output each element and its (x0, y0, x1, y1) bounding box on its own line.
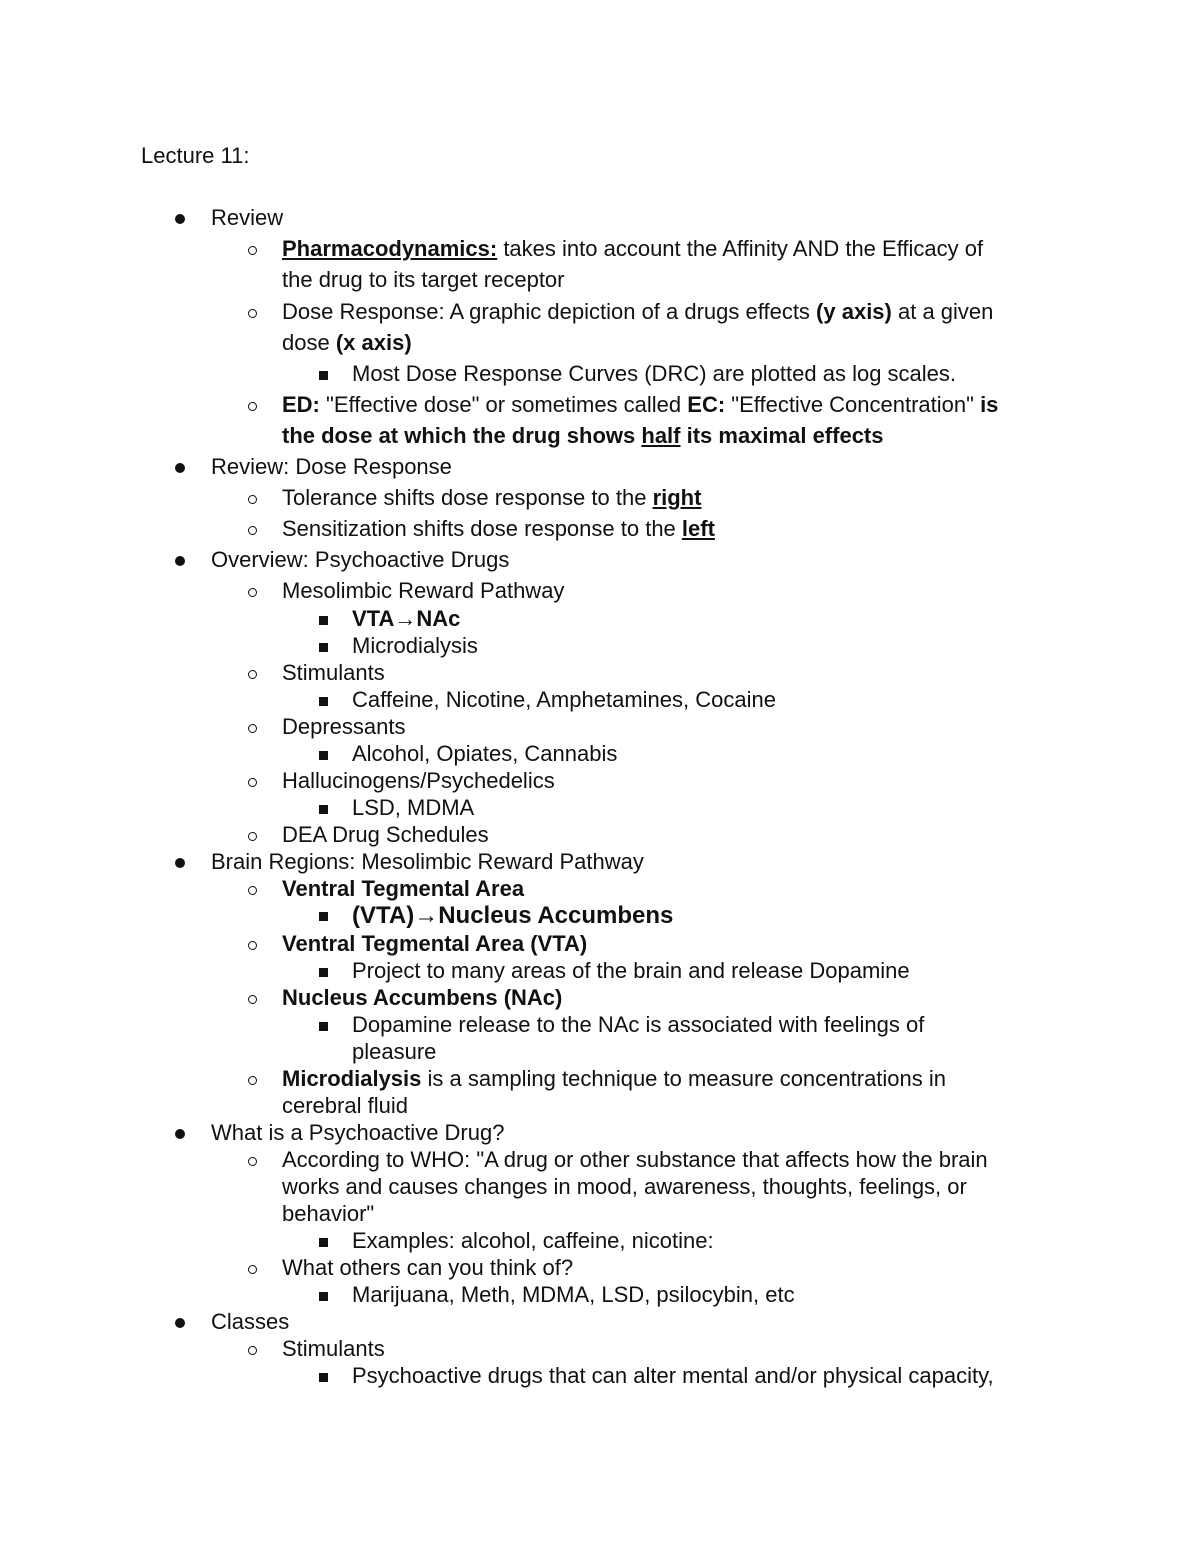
list-item-text: "Effective dose" or sometimes called (319, 392, 688, 417)
list-item-continuation: cerebral fluid (282, 1093, 408, 1118)
list-item-text: Examples: alcohol, caffeine, nicotine: (352, 1228, 714, 1253)
list-item-text: Nucleus Accumbens (NAc) (282, 985, 563, 1010)
bullet-square-icon (317, 794, 329, 821)
bullet-ring-icon (246, 659, 258, 686)
bullet-ring-icon (246, 298, 258, 325)
bullet-square-icon (317, 1011, 329, 1038)
bullet-dot-icon (174, 848, 186, 875)
bullet-square-icon (317, 1227, 329, 1254)
list-item (282, 713, 406, 740)
list-item (282, 875, 524, 902)
list-item-text: Marijuana, Meth, MDMA, LSD, psilocybin, etc (352, 1282, 795, 1307)
list-item (352, 632, 478, 659)
list-item (282, 235, 983, 262)
list-item-continuation: behavior" (282, 1201, 375, 1226)
bullet-ring-icon (246, 484, 258, 511)
list-item (352, 1362, 994, 1389)
bullet-square-icon (317, 605, 329, 632)
list-item-text: dose (282, 330, 336, 355)
list-item-text: Classes (211, 1309, 290, 1334)
bullet-ring-icon (246, 875, 258, 902)
list-item (211, 204, 283, 231)
list-item-text: Brain Regions: Mesolimbic Reward Pathway (211, 849, 644, 874)
list-item-text: Psychoactive drugs that can alter mental and/or physical capacity, (352, 1363, 994, 1388)
bullet-ring-icon (246, 821, 258, 848)
list-item (282, 821, 489, 848)
list-item (282, 391, 998, 418)
page-title: Lecture 11: (141, 143, 250, 168)
list-item (352, 686, 776, 713)
term-left: left (681, 516, 715, 541)
list-item-text: Depressants (282, 714, 406, 739)
list-item (211, 1119, 504, 1146)
list-item-text: (VTA)→Nucleus Accumbens (352, 902, 674, 929)
list-item (282, 1254, 573, 1281)
list-item (352, 605, 460, 632)
list-item-text: Microdialysis (352, 633, 478, 658)
bullet-ring-icon (246, 930, 258, 957)
list-item (352, 794, 474, 821)
list-item-text: Stimulants (282, 660, 385, 685)
list-item-text: Dose Response: A graphic depiction of a drugs effects (282, 299, 817, 324)
bullet-ring-icon (246, 577, 258, 604)
bullet-square-icon (317, 957, 329, 984)
term-pharmacodynamics: Pharmacodynamics: (282, 236, 498, 261)
bullet-square-icon (317, 1281, 329, 1308)
list-item-text: takes into account the Affinity AND the Efficacy of (497, 236, 984, 261)
term-ec: EC: (687, 392, 726, 417)
term-x-axis: (x axis) (335, 330, 412, 355)
bullet-square-icon (317, 1362, 329, 1389)
bullet-dot-icon (174, 546, 186, 573)
list-item (282, 984, 562, 1011)
bullet-square-icon (317, 902, 329, 929)
bullet-ring-icon (246, 713, 258, 740)
list-item-text: VTA→NAc (352, 606, 461, 631)
list-item (211, 848, 644, 875)
list-item-text: Ventral Tegmental Area (VTA) (282, 931, 588, 956)
list-item (211, 546, 509, 573)
list-item (352, 957, 910, 984)
list-item-continuation (282, 422, 883, 449)
list-item-text: Alcohol, Opiates, Cannabis (352, 741, 618, 766)
list-item (211, 1308, 289, 1335)
bullet-ring-icon (246, 984, 258, 1011)
list-item-text: DEA Drug Schedules (282, 822, 489, 847)
list-item-continuation (282, 329, 412, 356)
list-item-text: Tolerance shifts dose response to the (282, 485, 653, 510)
term-right: right (652, 485, 702, 510)
list-item-text: Stimulants (282, 1336, 385, 1361)
bullet-ring-icon (246, 235, 258, 262)
term-half: half (641, 423, 681, 448)
list-item (282, 659, 385, 686)
bullet-ring-icon (246, 1335, 258, 1362)
list-item-text: Overview: Psychoactive Drugs (211, 547, 510, 572)
bullet-ring-icon (246, 767, 258, 794)
bullet-square-icon (317, 632, 329, 659)
term-y-axis: (y axis) (816, 299, 892, 324)
list-item-text: What is a Psychoactive Drug? (211, 1120, 505, 1145)
bullet-square-icon (317, 686, 329, 713)
list-item-text: its maximal effects (680, 423, 884, 448)
list-item-text: Caffeine, Nicotine, Amphetamines, Cocaine (352, 687, 776, 712)
list-item (352, 1011, 924, 1038)
list-item-text: Review: Dose Response (211, 454, 452, 479)
list-item-text: LSD, MDMA (352, 795, 475, 820)
list-item (282, 1065, 946, 1092)
bullet-dot-icon (174, 1119, 186, 1146)
list-item-text: the dose at which the drug shows (282, 423, 642, 448)
list-item (352, 1281, 795, 1308)
list-item (282, 515, 715, 542)
list-item (282, 298, 993, 325)
list-item (352, 740, 617, 767)
list-item-continuation: the drug to its target receptor (282, 267, 565, 292)
bullet-ring-icon (246, 391, 258, 418)
list-item-text: is a sampling technique to measure concentrations in (421, 1066, 947, 1091)
bullet-ring-icon (246, 515, 258, 542)
bullet-dot-icon (174, 1308, 186, 1335)
list-item-text: Hallucinogens/Psychedelics (282, 768, 555, 793)
list-item-text: According to WHO: "A drug or other substance that affects how the brain (282, 1147, 988, 1172)
bullet-ring-icon (246, 1254, 258, 1281)
list-item (282, 1146, 988, 1173)
bullet-ring-icon (246, 1146, 258, 1173)
list-item-text: Ventral Tegmental Area (282, 876, 525, 901)
list-item-text: "Effective Concentration" (725, 392, 981, 417)
list-item-text: is (980, 392, 999, 417)
list-item-text: Most Dose Response Curves (DRC) are plotted as log scales. (352, 361, 957, 386)
term-ed: ED: (282, 392, 320, 417)
list-item-text: Dopamine release to the NAc is associated with feelings of (352, 1012, 925, 1037)
list-item (282, 1335, 385, 1362)
list-item-text: Project to many areas of the brain and release Dopamine (352, 958, 910, 983)
list-item (282, 484, 701, 511)
list-item (352, 1227, 714, 1254)
list-item (211, 453, 452, 480)
list-item-text: Review (211, 205, 284, 230)
bullet-dot-icon (174, 453, 186, 480)
list-item (282, 577, 564, 604)
list-item (352, 360, 956, 387)
list-item (282, 767, 555, 794)
list-item-text: Mesolimbic Reward Pathway (282, 578, 565, 603)
bullet-ring-icon (246, 1065, 258, 1092)
term-microdialysis: Microdialysis (282, 1066, 422, 1091)
list-item-text: What others can you think of? (282, 1255, 574, 1280)
bullet-square-icon (317, 740, 329, 767)
bullet-dot-icon (174, 204, 186, 231)
list-item-continuation: works and causes changes in mood, awareness, thoughts, feelings, or (282, 1174, 967, 1199)
list-item-text: Sensitization shifts dose response to the (282, 516, 682, 541)
list-item-text: at a given (891, 299, 994, 324)
bullet-square-icon (317, 360, 329, 387)
list-item (352, 902, 673, 929)
list-item-continuation: pleasure (352, 1039, 437, 1064)
list-item (282, 930, 587, 957)
